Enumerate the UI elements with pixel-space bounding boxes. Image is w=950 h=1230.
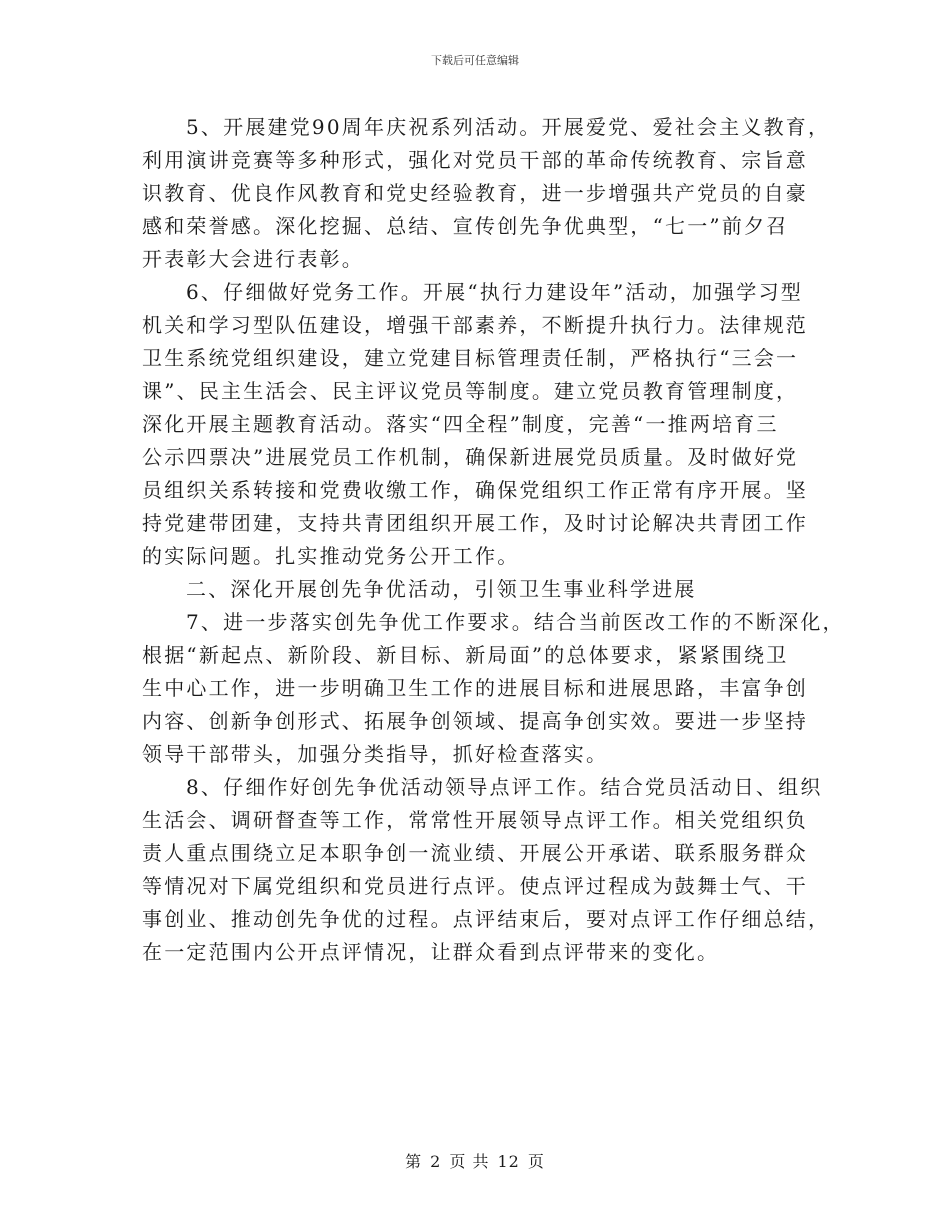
text-line: 8、仔细作好创先争优活动领导点评工作。结合党员活动日、组织 — [186, 775, 823, 799]
footer-prefix: 第 — [405, 1152, 423, 1171]
page-total: 12 — [497, 1152, 520, 1171]
header-note: 下载后可任意编辑 — [431, 54, 519, 67]
text-line: 感和荣誉感。深化挖掘、总结、宣传创先争优典型，“七一”前夕召 — [142, 214, 789, 238]
paragraph-item-6 — [142, 276, 810, 573]
text-line: 开表彰大会进行表彰。 — [142, 247, 364, 271]
text-line: 员组织关系转接和党费收缴工作，确保党组织工作正常有序开展。坚 — [142, 478, 808, 502]
page-number: 2 — [430, 1152, 442, 1171]
section-heading — [142, 573, 810, 606]
text-line: 利用演讲竞赛等多种形式，强化对党员干部的革命传统教育、宗旨意 — [142, 148, 808, 172]
text-line: 生活会、调研督查等工作，常常性开展领导点评工作。相关党组织负 — [142, 808, 808, 832]
text-line: 卫生系统党组织建设，建立党建目标管理责任制，严格执行“三会一 — [142, 346, 799, 370]
text-line: 公示四票决”进展党员工作机制，确保新进展党员质量。及时做好党 — [142, 445, 799, 469]
text-line: 根据“新起点、新阶段、新目标、新局面”的总体要求，紧紧围绕卫 — [142, 643, 789, 667]
footer-suffix: 页 — [527, 1152, 545, 1171]
footer-middle: 页 共 — [449, 1152, 490, 1171]
paragraph-item-7 — [142, 606, 845, 771]
text-line: 等情况对下属党组织和党员进行点评。使点评过程成为鼓舞士气、干 — [142, 874, 808, 898]
text-line: 生中心工作，进一步明确卫生工作的进展目标和进展思路，丰富争创 — [142, 676, 808, 700]
text-line: 7、进一步落实创先争优工作要求。结合当前医改工作的不断深化， — [186, 610, 845, 634]
text-line: 的实际问题。扎实推动党务公开工作。 — [142, 544, 520, 568]
paragraph-item-5 — [142, 111, 831, 276]
text-line: 责人重点围绕立足本职争创一流业绩、开展公开承诺、联系服务群众 — [142, 841, 808, 865]
document-body — [142, 111, 845, 969]
text-line: 机关和学习型队伍建设，增强干部素养，不断提升执行力。法律规范 — [142, 313, 808, 337]
text-line: 二、深化开展创先争优活动，引领卫生事业科学进展 — [186, 577, 697, 601]
text-line: 识教育、优良作风教育和党史经验教育，进一步增强共产党员的自豪 — [142, 181, 808, 205]
text-line: 深化开展主题教育活动。落实“四全程”制度，完善“一推两培育三 — [142, 412, 779, 436]
text-line: 内容、创新争创形式、拓展争创领域、提高争创实效。要进一步坚持 — [142, 709, 808, 733]
text-line: 事创业、推动创先争优的过程。点评结束后，要对点评工作仔细总结， — [142, 907, 831, 931]
text-line: 领导干部带头，加强分类指导，抓好检查落实。 — [142, 742, 609, 766]
text-line: 课”、民主生活会、民主评议党员等制度。建立党员教育管理制度， — [142, 379, 799, 403]
text-line: 在一定范围内公开点评情况，让群众看到点评带来的变化。 — [142, 940, 720, 964]
text-line: 5、开展建党90周年庆祝系列活动。开展爱党、爱社会主义教育， — [186, 115, 831, 139]
page-footer — [0, 1152, 950, 1172]
paragraph-item-8 — [142, 771, 831, 969]
text-line: 6、仔细做好党务工作。开展“执行力建设年”活动，加强学习型 — [186, 280, 803, 304]
text-line: 持党建带团建，支持共青团组织开展工作，及时讨论解决共青团工作 — [142, 511, 808, 535]
